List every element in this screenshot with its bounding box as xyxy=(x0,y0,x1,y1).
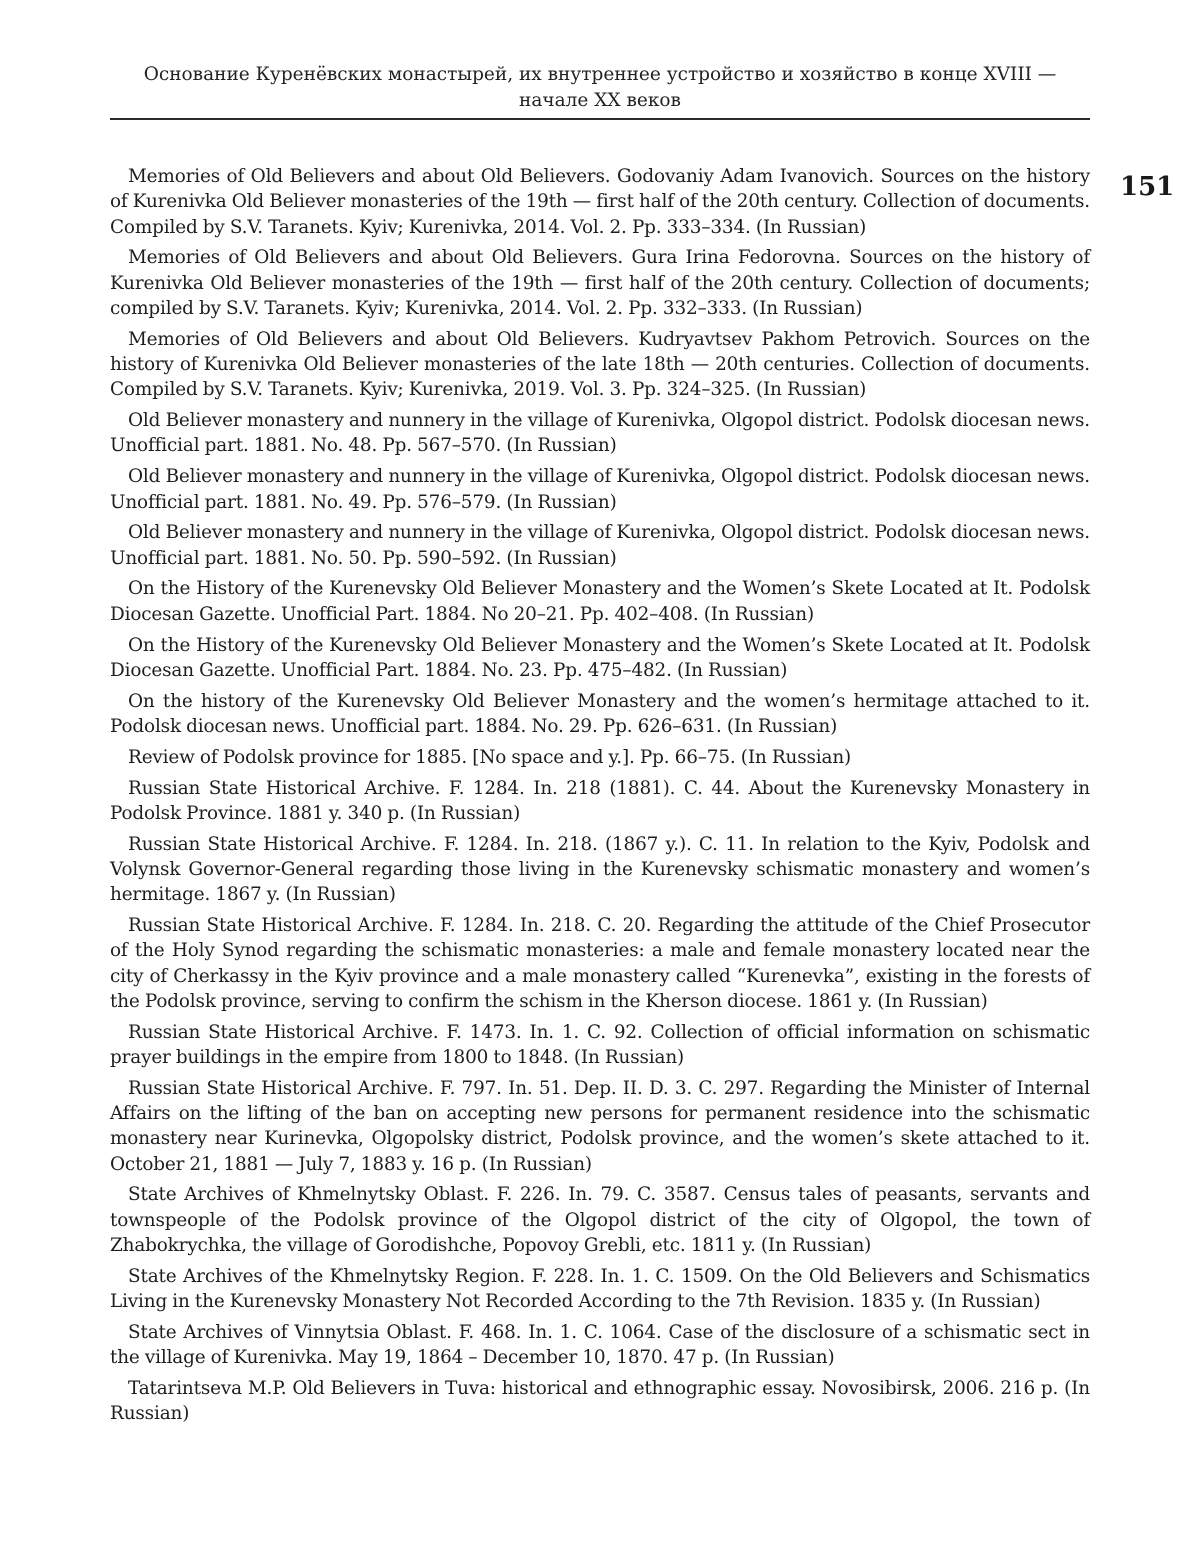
reference-entry: Memories of Old Believers and about Old Believers. Kudryavtsev Pakhom Petrovich. Sources on the history of Kurenivka Old Believer monasteries of the late 18th — 20th centuries. Collection of documents. Compiled by S.V. Taranets. Kyiv; Kurenivka, 2019. Vol. 3. Pp. 324–325. (In Russian) xyxy=(110,327,1090,403)
reference-entry: State Archives of Khmelnytsky Oblast. F. 226. In. 79. C. 3587. Census tales of peasants, servants and townspeople of the Podolsk province of the Olgopol district of the city of Olgopol, the town of Zhabokrychka, the village of Gorodishche, Popovoy Grebli, etc. 1811 y. (In Russian) xyxy=(110,1182,1090,1258)
reference-entry: Memories of Old Believers and about Old Believers. Gura Irina Fedorovna. Sources on the history of Kurenivka Old Believer monasteries of the 19th — first half of the 20th century. Collection of documents; compiled by S.V. Taranets. Kyiv; Kurenivka, 2014. Vol. 2. Pp. 332–333. (In Russian) xyxy=(110,245,1090,321)
reference-entry: Russian State Historical Archive. F. 1473. In. 1. C. 92. Collection of official information on schismatic prayer buildings in the empire from 1800 to 1848. (In Russian) xyxy=(110,1020,1090,1071)
reference-entry: Old Believer monastery and nunnery in the village of Kurenivka, Olgopol district. Podolsk diocesan news. Unofficial part. 1881. No. 48. Pp. 567–570. (In Russian) xyxy=(110,408,1090,459)
running-header-line-1: Основание Куренёвских монастырей, их внутреннее устройство и хозяйство в конце XVIII — xyxy=(110,62,1090,88)
reference-entry: State Archives of the Khmelnytsky Region. F. 228. In. 1. C. 1509. On the Old Believers and Schismatics Living in the Kurenevsky Monastery Not Recorded According to the 7th Revision. 1835 y. (In Russian) xyxy=(110,1264,1090,1315)
header-rule xyxy=(110,118,1090,120)
reference-entry: Russian State Historical Archive. F. 797. In. 51. Dep. II. D. 3. C. 297. Regarding the Minister of Internal Affairs on the lifting of the ban on accepting new persons for permanent residence into the schismatic monastery near Kurinevka, Olgopolsky district, Podolsk province, and the women’s skete attached to it. October 21, 1881 — July 7, 1883 y. 16 p. (In Russian) xyxy=(110,1076,1090,1177)
running-header-line-2: начале XX веков xyxy=(110,88,1090,114)
reference-entry: Russian State Historical Archive. F. 1284. In. 218 (1881). C. 44. About the Kurenevsky Monastery in Podolsk Province. 1881 y. 340 p. (In Russian) xyxy=(110,776,1090,827)
reference-entry: Review of Podolsk province for 1885. [No space and y.]. Pp. 66–75. (In Russian) xyxy=(110,745,1090,770)
reference-list xyxy=(110,164,1090,1432)
reference-entry: On the history of the Kurenevsky Old Believer Monastery and the women’s hermitage attached to it. Podolsk diocesan news. Unofficial part. 1884. No. 29. Pp. 626–631. (In Russian) xyxy=(110,689,1090,740)
reference-entry: Old Believer monastery and nunnery in the village of Kurenivka, Olgopol district. Podolsk diocesan news. Unofficial part. 1881. No. 49. Pp. 576–579. (In Russian) xyxy=(110,464,1090,515)
reference-entry: Russian State Historical Archive. F. 1284. In. 218. C. 20. Regarding the attitude of the Chief Prosecutor of the Holy Synod regarding the schismatic monasteries: a male and female monastery located near the city of Cherkassy in the Kyiv province and a male monastery called “Kurenevka”, existing in the forests of the Podolsk province, serving to confirm the schism in the Kherson diocese. 1861 y. (In Russian) xyxy=(110,913,1090,1014)
running-header xyxy=(110,62,1090,114)
reference-entry: Tatarintseva M.P. Old Believers in Tuva: historical and ethnographic essay. Novosibirsk, 2006. 216 p. (In Russian) xyxy=(110,1376,1090,1427)
reference-entry: Russian State Historical Archive. F. 1284. In. 218. (1867 y.). C. 11. In relation to the Kyiv, Podolsk and Volynsk Governor-General regarding those living in the Kurenevsky schismatic monastery and women’s hermitage. 1867 y. (In Russian) xyxy=(110,832,1090,908)
page-number: 151 xyxy=(1120,172,1174,202)
reference-entry: On the History of the Kurenevsky Old Believer Monastery and the Women’s Skete Located at It. Podolsk Diocesan Gazette. Unofficial Part. 1884. No 20–21. Pp. 402–408. (In Russian) xyxy=(110,576,1090,627)
reference-entry: State Archives of Vinnytsia Oblast. F. 468. In. 1. C. 1064. Case of the disclosure of a schismatic sect in the village of Kurenivka. May 19, 1864 – December 10, 1870. 47 p. (In Russian) xyxy=(110,1320,1090,1371)
reference-entry: Old Believer monastery and nunnery in the village of Kurenivka, Olgopol district. Podolsk diocesan news. Unofficial part. 1881. No. 50. Pp. 590–592. (In Russian) xyxy=(110,520,1090,571)
reference-entry: On the History of the Kurenevsky Old Believer Monastery and the Women’s Skete Located at It. Podolsk Diocesan Gazette. Unofficial Part. 1884. No. 23. Pp. 475–482. (In Russian) xyxy=(110,633,1090,684)
reference-entry: Memories of Old Believers and about Old Believers. Godovaniy Adam Ivanovich. Sources on the history of Kurenivka Old Believer monasteries of the 19th — first half of the 20th century. Collection of documents. Compiled by S.V. Taranets. Kyiv; Kurenivka, 2014. Vol. 2. Pp. 333–334. (In Russian) xyxy=(110,164,1090,240)
